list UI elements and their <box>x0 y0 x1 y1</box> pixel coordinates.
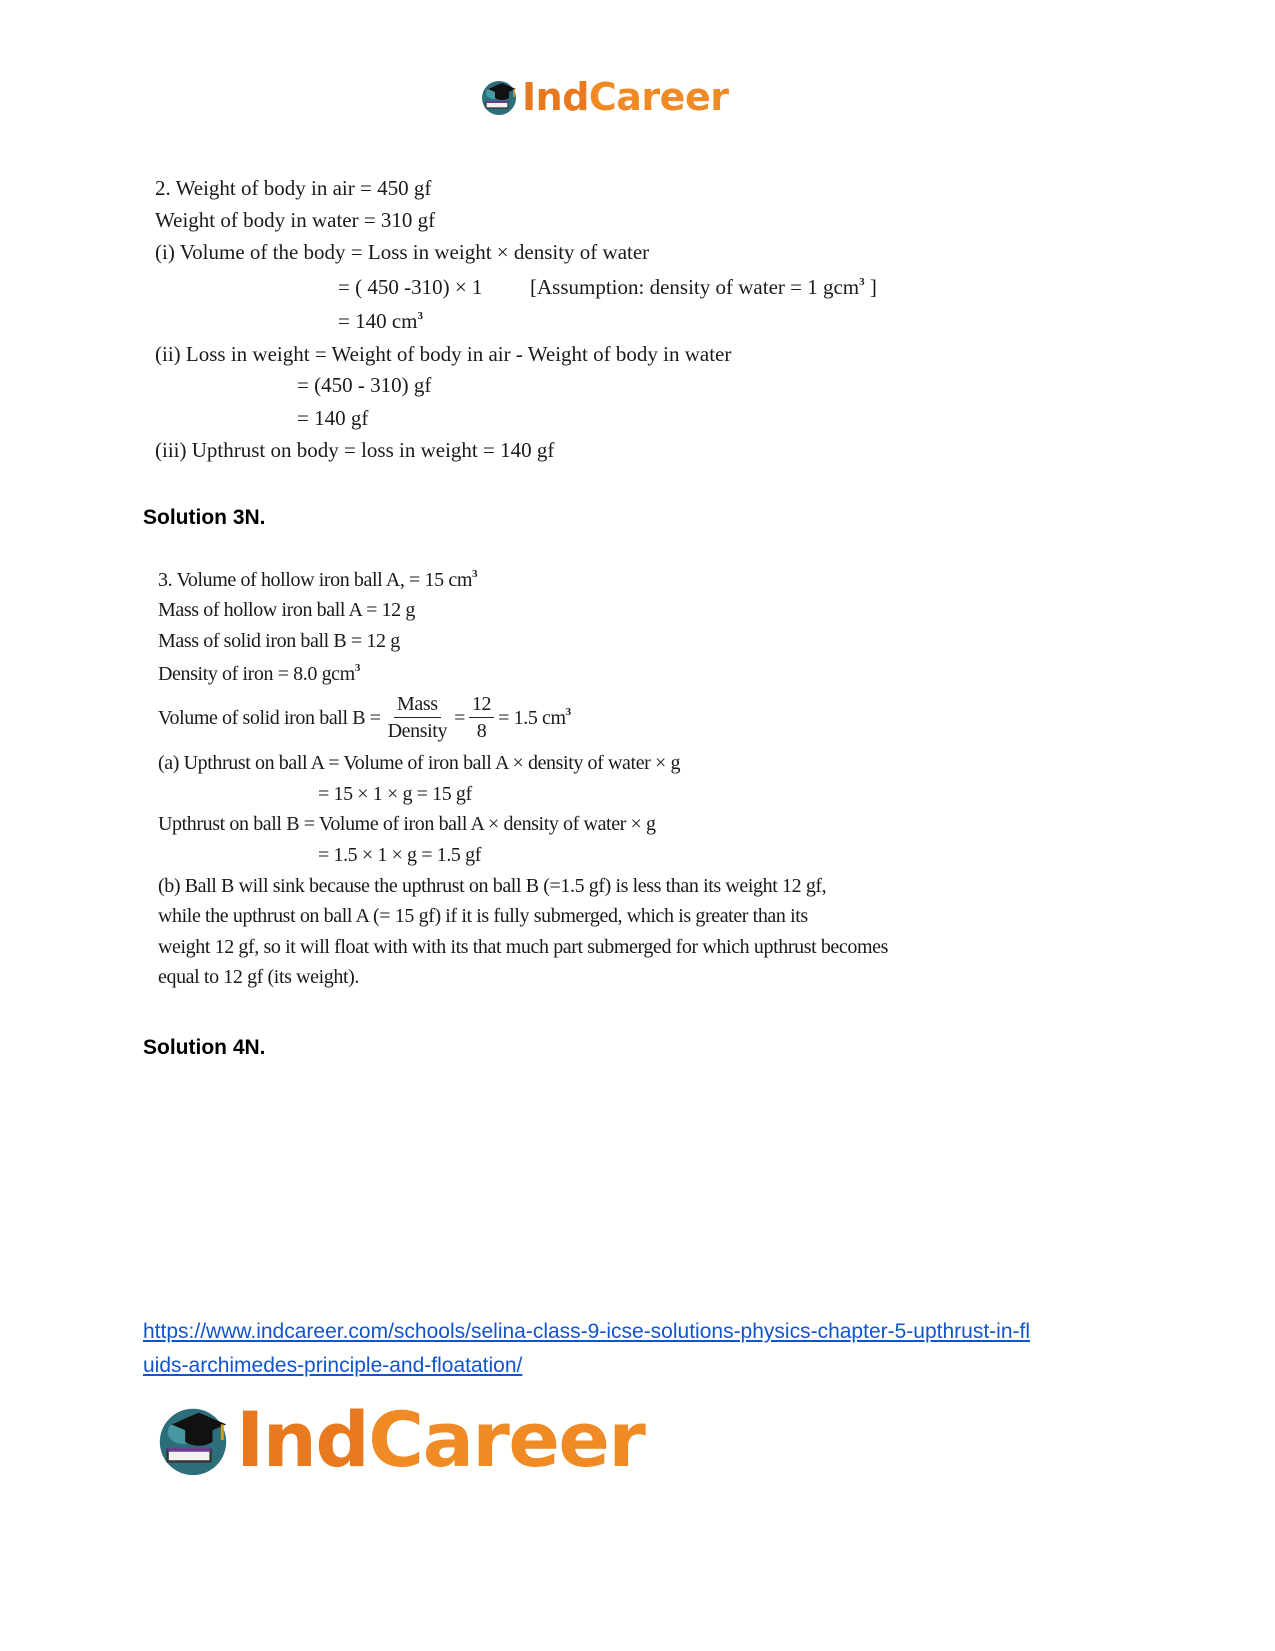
text-line: Mass of hollow iron ball A = 12 g <box>158 599 415 621</box>
logo-text-ind: Ind <box>236 1395 369 1484</box>
globe-graduation-cap-book-icon <box>152 1399 234 1481</box>
fraction-line: Volume of solid iron ball B = $\frac{\text{Mass}}{\text{Density}}$ = $\frac{12}{8}$ = 1.5 $cm^3$ <box>158 693 571 742</box>
text-line: = ( 450 -310) × 1 <box>338 275 483 299</box>
solution-3n-heading: Solution 3N. <box>143 506 266 529</box>
text-line: = (450 - 310) gf <box>297 373 432 397</box>
text-line: (i) Volume of the body = Loss in weight × density of water <box>155 240 650 264</box>
logo-text-ind: Ind <box>522 75 589 119</box>
logo-text-career: Career <box>588 75 729 119</box>
globe-graduation-cap-book-icon <box>478 76 520 118</box>
solution-4n-heading: Solution 4N. <box>143 1036 266 1059</box>
text-line: Weight of body in water = 310 gf <box>155 208 436 232</box>
text-line: = 15 × 1 × g = 15 gf <box>318 783 472 805</box>
text-line: weight 12 gf, so it will float with with its that much part submerged for which upthrust becomes <box>158 936 888 958</box>
assumption-note: [Assumption: density of water = 1 gcm$^3$ ] <box>530 275 877 299</box>
fraction-12-8: $\frac{12}{8}$ <box>469 693 494 742</box>
text-line: equal to 12 gf (its weight). <box>158 966 359 988</box>
header-logo <box>478 76 728 118</box>
text-line: 3. Volume of hollow iron ball A, = 15 $cm^3$ <box>158 568 478 591</box>
text-line: Density of iron = 8.0 gcm$^3$ <box>158 662 360 685</box>
text-line: (ii) Loss in weight = Weight of body in air - Weight of body in water <box>155 342 732 366</box>
text-line: (a) Upthrust on ball A = Volume of iron ball A × density of water × g <box>158 752 681 774</box>
text-line: = 140 gf <box>297 406 369 430</box>
text-line: = 140 $cm^3$ <box>338 309 423 333</box>
fraction-mass-density: $\frac{\text{Mass}}{\text{Density}}$ <box>387 693 448 742</box>
text-line: (b) Ball B will sink because the upthrust on ball B (=1.5 gf) is less than its weight 12 gf, <box>158 875 827 897</box>
footer-logo <box>152 1395 645 1484</box>
source-link-line-2[interactable]: uids-archimedes-principle-and-floatation/ <box>143 1354 523 1377</box>
text-line: = 1.5 × 1 × g = 1.5 gf <box>318 844 481 866</box>
text-line: 2. Weight of body in air = 450 gf <box>155 176 432 200</box>
text-line: (iii) Upthrust on body = loss in weight = 140 gf <box>155 438 555 462</box>
logo-text-career: Career <box>368 1395 645 1484</box>
text-line: Upthrust on ball B = Volume of iron ball A × density of water × g <box>158 813 656 835</box>
text-line: Mass of solid iron ball B = 12 g <box>158 630 400 652</box>
source-link-line-1[interactable]: https://www.indcareer.com/schools/selina-class-9-icse-solutions-physics-chapter-5-upthrust-in-fl <box>143 1320 1030 1343</box>
text-line: while the upthrust on ball A (= 15 gf) if it is fully submerged, which is greater than its <box>158 905 808 927</box>
